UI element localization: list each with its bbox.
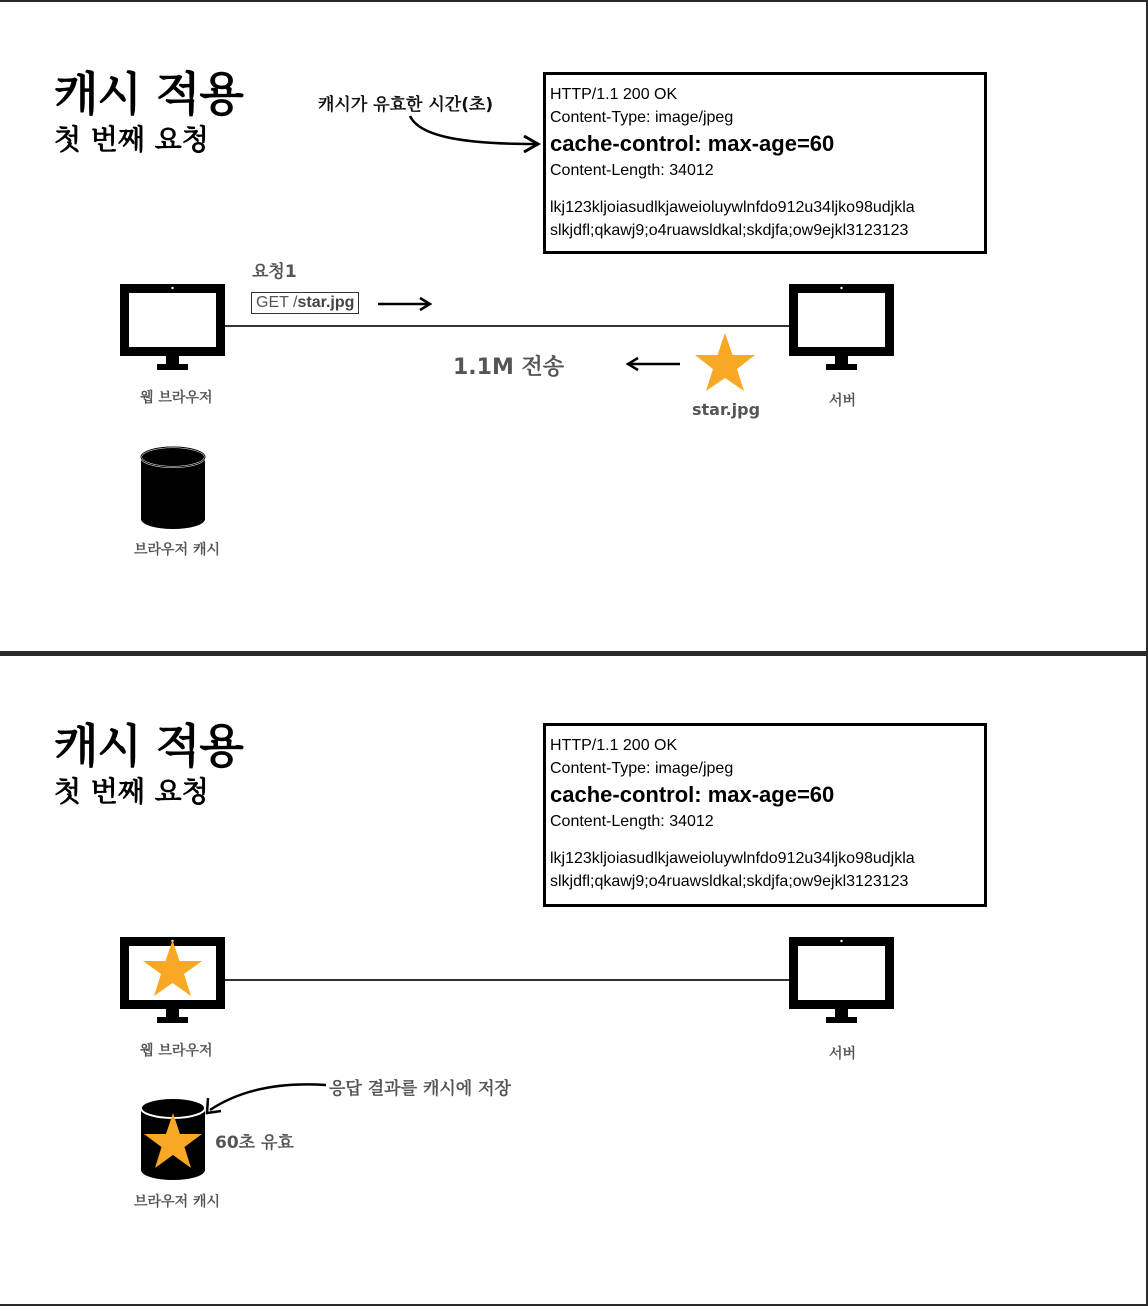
slide-subtitle: 첫 번째 요청: [54, 775, 209, 808]
slide-cache-stored: [0, 656, 1146, 1304]
browser-monitor-icon: [120, 937, 226, 1025]
status-line: HTTP/1.1 200 OK: [550, 737, 678, 754]
request-label: 요청1: [252, 262, 297, 282]
content-type-header: Content-Type: image/jpeg: [550, 109, 734, 126]
content-type-header: Content-Type: image/jpeg: [550, 760, 734, 777]
request-path: star.jpg: [297, 294, 355, 311]
browser-monitor-icon: [120, 284, 226, 372]
http-response-box: [543, 72, 987, 254]
response-body-line: slkjdfl;qkawj9;o4ruawsldkal;skdjfa;ow9ejkl3123123: [550, 222, 909, 239]
cache-label: 브라우저 캐시: [134, 542, 221, 558]
request-method: GET /: [256, 294, 298, 311]
response-arrow: [624, 354, 684, 374]
server-label: 서버: [829, 393, 857, 409]
response-body-line: slkjdfl;qkawj9;o4ruawsldkal;skdjfa;ow9ejkl3123123: [550, 873, 909, 890]
cache-control-header: cache-control: max-age=60: [550, 131, 835, 156]
request-arrow: [376, 294, 436, 314]
transfer-size-label: 1.1M 전송: [453, 355, 565, 380]
connection-line: [224, 979, 790, 981]
response-body-line: lkj123kljoiasudlkjaweioluywlnfdo912u34ljko98udjkla: [550, 850, 915, 867]
slide-title: 캐시 적용: [54, 67, 243, 121]
browser-label: 웹 브라우저: [140, 1043, 213, 1059]
server-label: 서버: [829, 1046, 857, 1062]
content-length-header: Content-Length: 34012: [550, 813, 714, 830]
star-icon: [693, 332, 757, 394]
server-monitor-icon: [789, 937, 895, 1025]
status-line: HTTP/1.1 200 OK: [550, 86, 678, 103]
store-arrow: [200, 1072, 330, 1116]
cache-cylinder-icon: [139, 1096, 207, 1182]
connection-line: [224, 325, 790, 327]
validity-label: 60초 유효: [215, 1133, 294, 1153]
request-box: [251, 292, 359, 314]
cache-cylinder-icon: [139, 445, 207, 531]
annotation-arrow: [400, 110, 550, 160]
max-age-annotation: 캐시가 유효한 시간(초): [318, 95, 494, 115]
cache-label: 브라우저 캐시: [134, 1194, 221, 1210]
http-response-box: [543, 723, 987, 907]
slide-title: 캐시 적용: [54, 719, 243, 773]
content-length-header: Content-Length: 34012: [550, 162, 714, 179]
slide-first-request: [0, 2, 1146, 651]
cache-control-header: cache-control: max-age=60: [550, 782, 835, 807]
response-body-line: lkj123kljoiasudlkjaweioluywlnfdo912u34ljko98udjkla: [550, 199, 915, 216]
store-annotation: 응답 결과를 캐시에 저장: [329, 1079, 511, 1099]
slide-subtitle: 첫 번째 요청: [54, 123, 209, 156]
browser-label: 웹 브라우저: [140, 390, 213, 406]
server-monitor-icon: [789, 284, 895, 372]
file-label: star.jpg: [692, 400, 761, 419]
